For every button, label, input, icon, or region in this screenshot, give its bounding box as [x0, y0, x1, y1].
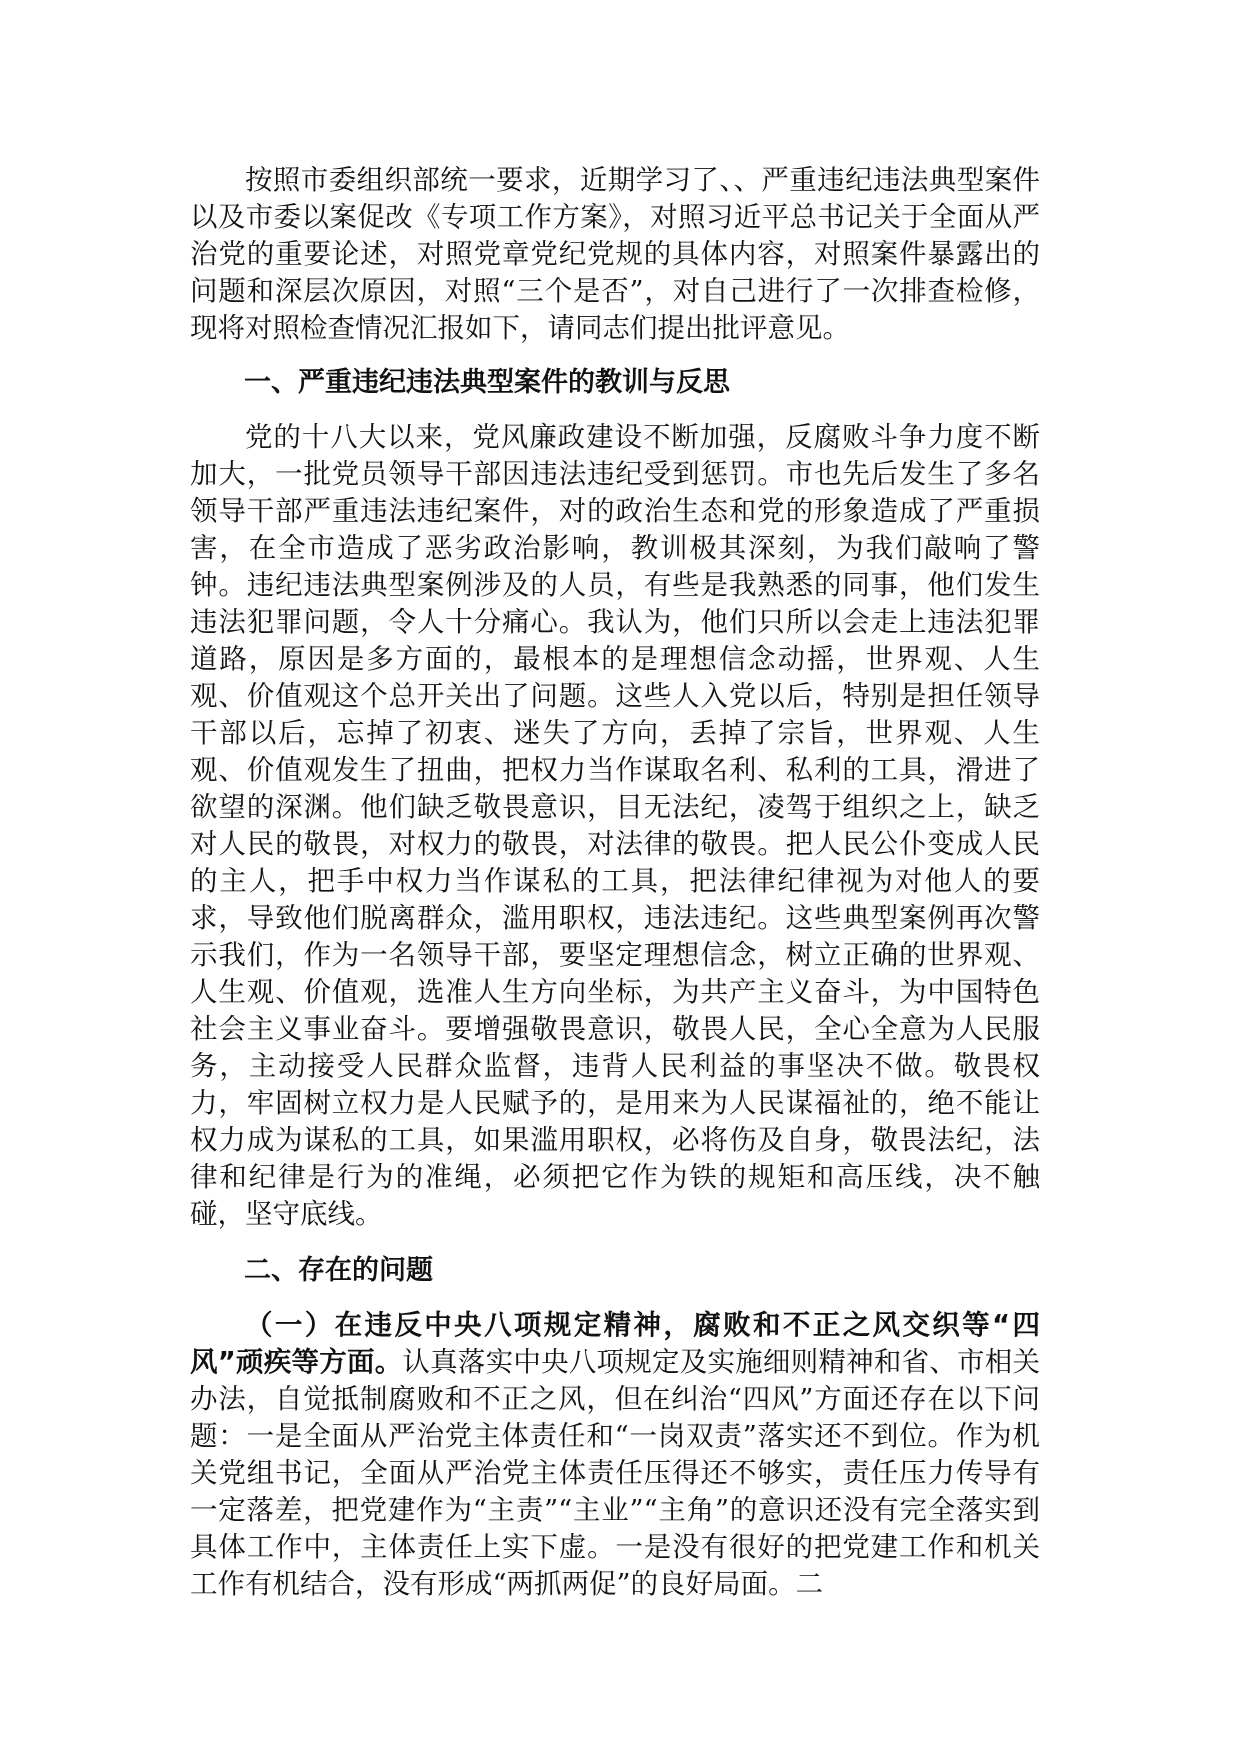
subsection-body-four-winds: 认真落实中央八项规定及实施细则精神和省、市相关办法，自觉抵制腐败和不正之风，但在纠治“四风”方面还存在以下问题：一是全面从严治党主体责任和“一岗双责”落实还不到位。作为机关党组书记，全面从严治党主体责任压得还不够实，责任压力传导有一定落差，把党建作为“主责”“主业”“主角”的意识还没有完全落实到具体工作中，主体责任上实下虚。一是没有很好的把党建工作和机关工作有机结合，没有形成“两抓两促”的良好局面。二: [190, 1346, 1040, 1600]
document-body: [190, 162, 1040, 1603]
problems-paragraph-1: [190, 1307, 1040, 1603]
lessons-paragraph: 党的十八大以来，党风廉政建设不断加强，反腐败斗争力度不断加大，一批党员领导干部因违法违纪受到惩罚。市也先后发生了多名领导干部严重违法违纪案件，对的政治生态和党的形象造成了严重损害，在全市造成了恶劣政治影响，教训极其深刻，为我们敲响了警钟。违纪违法典型案例涉及的人员，有些是我熟悉的同事，他们发生违法犯罪问题，令人十分痛心。我认为，他们只所以会走上违法犯罪道路，原因是多方面的，最根本的是理想信念动摇，世界观、人生观、价值观这个总开关出了问题。这些人入党以后，特别是担任领导干部以后，忘掉了初衷、迷失了方向，丢掉了宗旨，世界观、人生观、价值观发生了扭曲，把权力当作谋取名利、私利的工具，滑进了欲望的深渊。他们缺乏敬畏意识，目无法纪，凌驾于组织之上，缺乏对人民的敬畏，对权力的敬畏，对法律的敬畏。把人民公仆变成人民的主人，把手中权力当作谋私的工具，把法律纪律视为对他人的要求，导致他们脱离群众，滥用职权，违法违纪。这些典型案例再次警示我们，作为一名领导干部，要坚定理想信念，树立正确的世界观、人生观、价值观，选准人生方向坐标，为共产主义奋斗，为中国特色社会主义事业奋斗。要增强敬畏意识，敬畏人民，全心全意为人民服务，主动接受人民群众监督，违背人民利益的事坚决不做。敬畏权力，牢固树立权力是人民赋予的，是用来为人民谋福祉的，绝不能让权力成为谋私的工具，如果滥用职权，必将伤及自身，敬畏法纪，法律和纪律是行为的准绳，必须把它作为铁的规矩和高压线，决不触碰，坚守底线。: [190, 421, 1040, 1230]
subsection-lead-four-winds: （一）在违反中央八项规定精神，腐败和不正之风交织等“四风”顽疾等方面。: [190, 1309, 1040, 1378]
section-heading-problems: 二、存在的问题: [244, 1255, 433, 1286]
section-heading-lessons: 一、严重违纪违法典型案件的教训与反思: [244, 367, 730, 398]
intro-paragraph: 按照市委组织部统一要求，近期学习了、、严重违纪违法典型案件以及市委以案促改《专项工作方案》，对照习近平总书记关于全面从严治党的重要论述，对照党章党纪党规的具体内容，对照案件暴露出的问题和深层次原因，对照“三个是否”，对自己进行了一次排查检修，现将对照检查情况汇报如下，请同志们提出批评意见。: [190, 164, 1040, 344]
